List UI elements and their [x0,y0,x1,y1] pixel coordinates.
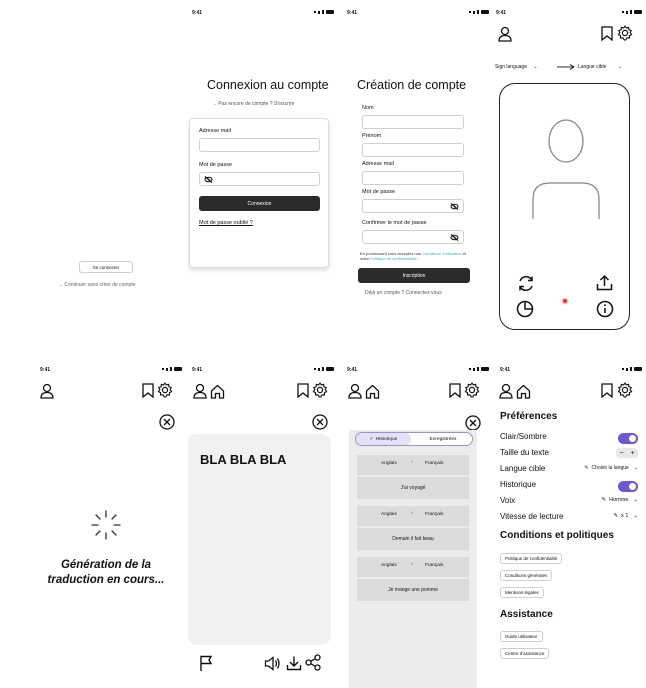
from-language: Anglais [381,512,397,517]
status-bar [192,10,334,18]
history-phrase: Demain il fait beau [392,536,434,542]
voice-label: Voix [500,496,516,505]
record-icon[interactable] [561,297,569,305]
speaker-icon[interactable] [264,656,281,671]
signal-icon [469,367,489,371]
privacy-policy-link[interactable]: Politique de confidentialité [500,553,562,564]
target-language-select[interactable] [584,465,638,471]
signup-link[interactable]: → Pas encore de compte ? S'inscrire [212,101,295,107]
arrow-right-icon: › [411,511,413,516]
voice-row [500,496,638,508]
settings-screen [496,357,646,688]
voice-value: Homme [609,497,629,503]
chevron-down-icon: ⌄ [633,513,638,519]
arrow-right-icon [557,64,575,70]
reading-speed-label: Vitesse de lecture [500,512,564,521]
status-time: 9:41 [496,10,507,16]
result-screen [188,357,338,688]
confirm-password-label: Confirmer le mot de passe [362,220,427,226]
email-field[interactable] [362,171,464,185]
login-screen [188,0,338,345]
name-field[interactable] [362,115,464,129]
conditions-title: Conditions et politiques [500,530,614,541]
gear-icon[interactable] [617,25,633,41]
terms-prefix: En poursuivant vous acceptez nos [360,251,421,256]
target-language-value: Choisir la langue [591,465,629,471]
password-field[interactable] [362,199,464,213]
history-phrase: J'ai voyagé [400,485,426,491]
signal-icon [622,10,642,14]
history-entry-phrase[interactable] [357,477,469,499]
help-center-link[interactable]: Centre d'assistance [500,648,549,659]
download-icon[interactable] [286,655,302,671]
status-time: 9:41 [347,367,358,373]
password-label: Mot de passe [199,162,233,168]
voice-select[interactable] [602,497,638,503]
from-language: Anglais [381,461,397,466]
gear-icon[interactable] [312,382,328,398]
dark-mode-row [500,432,638,444]
user-guide-link[interactable]: Guide utilisateur [500,631,543,642]
pencil-icon: ✎ [613,513,619,519]
tab-historique-label: Historique [375,436,398,442]
status-time: 9:41 [192,367,203,373]
signal-icon [314,10,334,14]
status-bar [496,10,642,18]
to-language: Français [425,563,444,568]
dark-mode-label: Clair/Sombre [500,432,547,441]
login-link[interactable]: Déjà un compte ? Connectez-vous [365,290,442,296]
page-title: Création de compte [357,78,467,92]
battery-icon [326,10,334,14]
to-language: Français [425,461,444,466]
close-icon[interactable] [159,414,175,430]
to-language: Français [425,512,444,517]
gear-icon[interactable] [617,382,633,398]
profile-icon[interactable] [193,383,207,399]
page-title: Connexion au compte [207,78,329,92]
history-entry-languages[interactable] [357,455,469,475]
profile-icon[interactable] [499,383,513,399]
login-submit-button[interactable]: Connexion [199,196,320,211]
battery-icon [481,10,489,14]
tab-historique[interactable] [356,433,411,445]
eye-off-icon[interactable] [204,176,213,183]
firstname-label: Prénom [362,133,382,139]
upload-icon[interactable] [596,274,613,291]
home-icon[interactable] [516,384,531,399]
battery-icon [481,367,489,371]
close-icon[interactable] [312,414,328,430]
signup-screen [343,0,493,345]
person-placeholder-icon [530,119,602,219]
bookmark-icon[interactable] [601,26,613,41]
gear-icon[interactable] [157,382,173,398]
terms-link[interactable]: Conditions générales [500,570,552,581]
battery-icon [174,367,182,371]
minus-icon[interactable]: − [619,449,624,457]
target-language-value: Langue cible [578,64,607,70]
close-icon[interactable] [465,415,481,431]
email-label: Adresse mail [199,128,231,134]
bookmark-icon[interactable] [601,383,613,398]
status-bar [347,367,489,375]
history-phrase: Je mange une pomme [388,587,438,593]
spinner-icon [90,509,122,541]
share-icon[interactable] [305,654,321,671]
terms-mid: et notre [360,251,467,261]
battery-icon [634,10,642,14]
login-card [189,118,329,268]
history-toggle[interactable] [618,481,638,492]
history-entry-languages[interactable] [357,557,469,577]
tab-enregistrees[interactable]: Enregistrées [429,436,457,442]
bookmark-icon[interactable] [297,383,309,398]
email-label: Adresse mail [362,161,394,167]
source-language-select[interactable] [495,64,538,70]
battery-icon [326,367,334,371]
eye-off-icon[interactable] [450,203,459,210]
status-bar [500,367,642,375]
text-size-label: Taille du texte [500,448,549,457]
history-panel [349,430,477,688]
email-field[interactable] [199,138,320,152]
history-entry-languages[interactable] [357,506,469,526]
status-time: 9:41 [40,367,51,373]
chevron-down-icon: ⌄ [633,465,638,471]
confirm-password-field[interactable] [362,230,464,244]
reading-speed-row [500,512,638,524]
text-size-row [500,448,638,460]
history-entry-phrase[interactable] [357,528,469,550]
translation-card [188,434,331,645]
preferences-title: Préférences [500,411,558,422]
gear-icon[interactable] [464,382,480,398]
battery-icon [634,367,642,371]
terms-text [360,251,468,261]
chevron-down-icon: ⌄ [617,64,622,70]
assistance-title: Assistance [500,609,553,620]
privacy-link[interactable]: Politique de confidentialité. [370,256,418,261]
signal-icon [469,10,489,14]
profile-icon[interactable] [40,383,54,399]
source-language-value: Sign language [495,64,527,70]
reading-speed-value: x 1 [621,513,629,519]
target-language-select[interactable] [578,64,622,70]
info-icon[interactable] [596,300,614,318]
signal-icon [314,367,334,371]
guest-link[interactable]: → Continuer sans créer de compte [58,282,136,288]
pencil-icon: ✎ [584,465,589,471]
pencil-icon: ✎ [601,497,607,503]
bookmark-icon[interactable] [142,383,154,398]
history-label: Historique [500,480,537,489]
check-icon: ✓ [369,436,374,442]
text-size-stepper[interactable] [616,448,638,458]
status-bar [347,10,489,18]
translation-text: BLA BLA BLA [200,452,287,467]
status-time: 9:41 [347,10,358,16]
legal-notice-link[interactable]: Mentions légales [500,587,544,598]
password-field[interactable] [199,172,320,186]
plus-icon[interactable]: + [630,449,635,457]
signup-submit-button[interactable]: Inscription [358,268,470,283]
arrow-right-icon: › [411,562,413,567]
status-bar [192,367,334,375]
eye-off-icon[interactable] [450,234,459,241]
history-tabs [355,432,473,446]
signal-icon [622,367,642,371]
signin-button[interactable]: Se connecter [79,261,133,273]
arrow-right-icon: › [411,460,413,465]
status-bar [40,367,182,375]
signal-icon [162,367,182,371]
status-time: 9:41 [500,367,511,373]
firstname-field[interactable] [362,143,464,157]
home-icon[interactable] [210,384,225,399]
loading-message: Génération de la traduction en cours... [47,559,165,586]
flag-icon[interactable] [199,655,213,672]
dark-mode-toggle[interactable] [618,433,638,444]
target-language-row [500,464,638,476]
reading-speed-select[interactable] [613,513,638,519]
history-row [500,480,638,492]
target-language-label: Langue cible [500,464,546,473]
from-language: Anglais [381,563,397,568]
chevron-down-icon: ⌄ [533,64,538,70]
history-screen [343,357,493,688]
profile-icon[interactable] [498,26,512,42]
terms-link[interactable]: Conditions d'utilisation [422,251,462,256]
chevron-down-icon: ⌄ [633,497,638,503]
bookmark-icon[interactable] [449,383,461,398]
loading-screen [36,357,186,688]
welcome-screen [36,0,184,330]
refresh-icon[interactable] [517,275,535,292]
camera-screen [492,0,646,345]
camera-frame [499,83,630,330]
password-label: Mot de passe [362,189,396,195]
home-icon[interactable] [365,384,380,399]
forgot-password-link[interactable]: Mot de passe oublié ? [199,220,253,226]
profile-icon[interactable] [348,383,362,399]
name-label: Nom [362,105,374,111]
status-time: 9:41 [192,10,203,16]
pie-chart-icon[interactable] [516,300,534,318]
history-entry-phrase[interactable] [357,579,469,601]
